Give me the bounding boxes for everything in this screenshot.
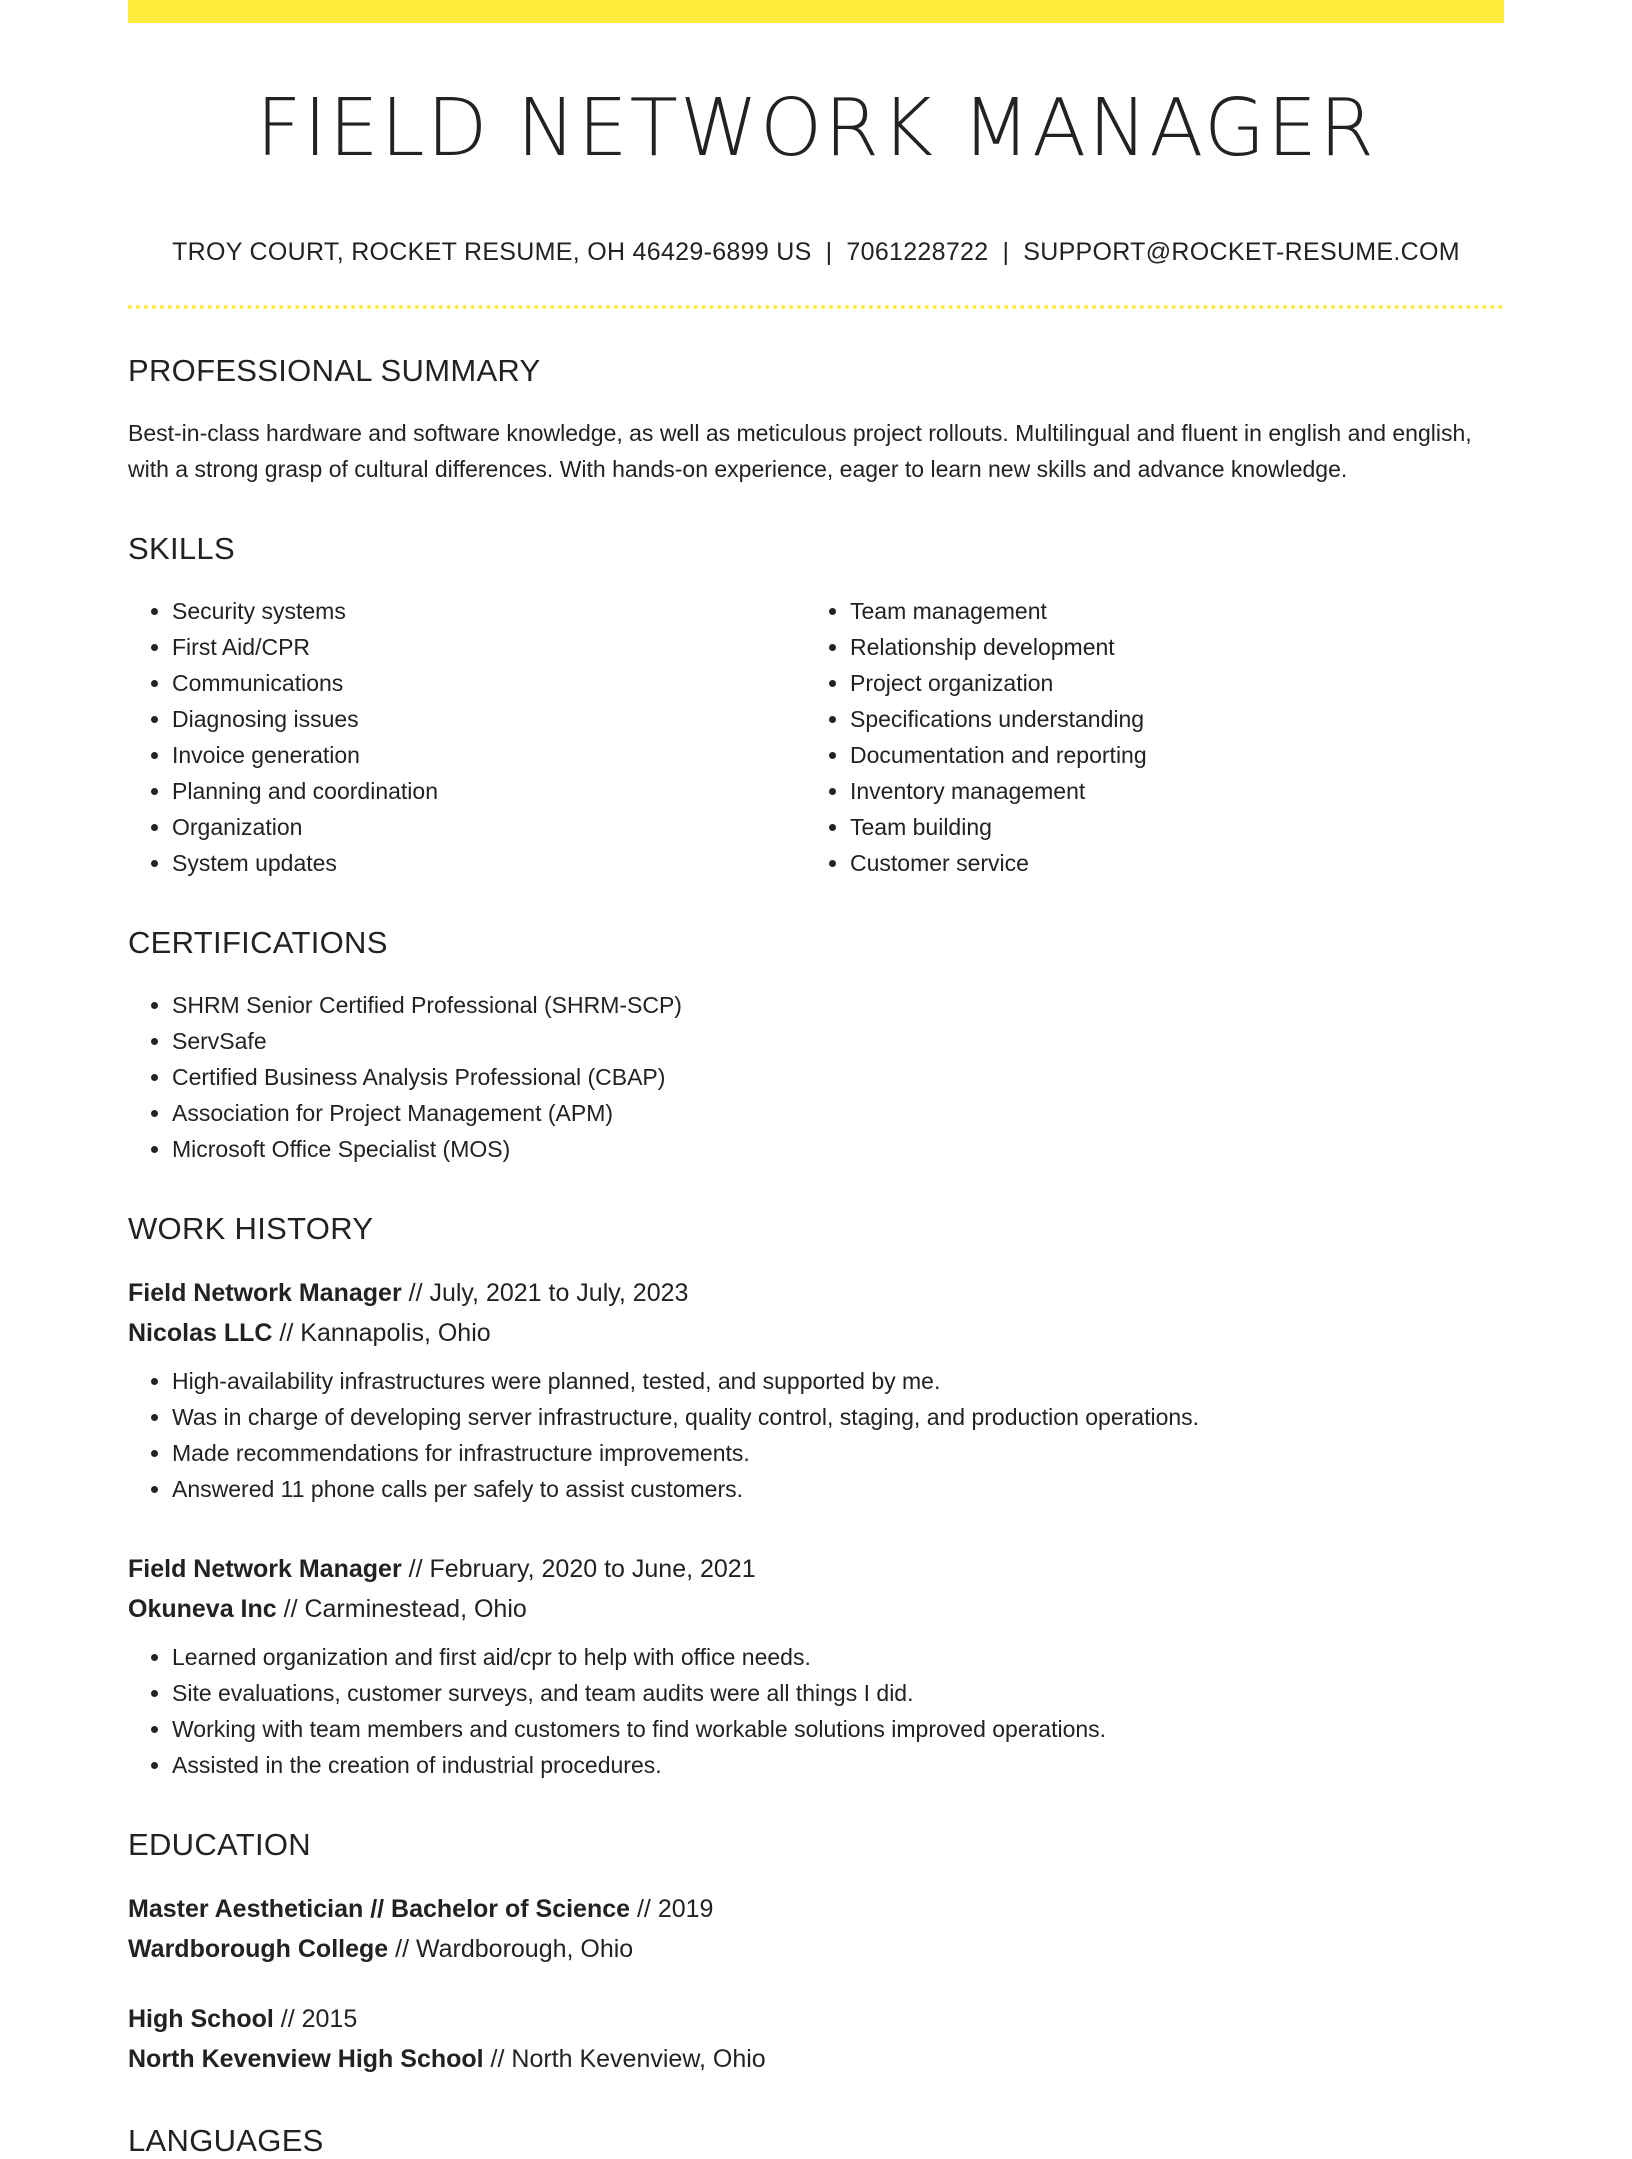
accent-top-bar <box>128 0 1504 23</box>
certification-item: • ServSafe <box>172 1023 1504 1059</box>
job-duty: • Made recommendations for infrastructure improvements. <box>172 1435 1504 1471</box>
skills-section <box>128 531 1504 881</box>
languages-section <box>128 2123 1504 2159</box>
job-company-line <box>128 1313 1504 1353</box>
certifications-list <box>128 987 1504 1167</box>
job-entry <box>128 1273 1504 1507</box>
skills-grid <box>128 593 1504 881</box>
skills-list-left <box>128 593 806 881</box>
skill-item: • Communications <box>172 665 806 701</box>
job-company: Okuneva Inc <box>128 1594 277 1623</box>
skill-item: • Documentation and reporting <box>850 737 1484 773</box>
resume-title: FIELD NETWORK MANAGER <box>256 82 1376 174</box>
skill-item: • Organization <box>172 809 806 845</box>
job-location: // Kannapolis, Ohio <box>272 1318 491 1347</box>
education-heading: EDUCATION <box>128 1826 311 1862</box>
job-title: Field Network Manager <box>128 1278 402 1307</box>
skill-item: • Project organization <box>850 665 1484 701</box>
skill-item: • Specifications understanding <box>850 701 1484 737</box>
school-name: North Kevenview High School <box>128 2044 484 2073</box>
skills-heading: SKILLS <box>128 530 235 566</box>
degree-line <box>128 1889 1504 1929</box>
job-title-line <box>128 1273 1504 1313</box>
dotted-divider <box>128 305 1504 309</box>
school-line <box>128 1929 1504 1969</box>
work-history-heading: WORK HISTORY <box>128 1210 374 1246</box>
contact-separator: | <box>1002 237 1010 266</box>
skills-column-left <box>128 593 806 881</box>
job-title-line <box>128 1549 1504 1589</box>
skill-item: • Relationship development <box>850 629 1484 665</box>
certification-item: • SHRM Senior Certified Professional (SHRM-SCP) <box>172 987 1504 1023</box>
education-entry <box>128 1999 1504 2079</box>
job-title: Field Network Manager <box>128 1554 402 1583</box>
skill-item: • Inventory management <box>850 773 1484 809</box>
skill-item: • Diagnosing issues <box>172 701 806 737</box>
job-dates: // February, 2020 to June, 2021 <box>401 1554 756 1583</box>
certifications-section <box>128 925 1504 1167</box>
degree-name: Master Aesthetician // Bachelor of Science <box>128 1894 631 1923</box>
summary-section <box>128 353 1504 487</box>
skill-item: • Team management <box>850 593 1484 629</box>
job-company-line <box>128 1589 1504 1629</box>
job-duty: • Learned organization and first aid/cpr to help with office needs. <box>172 1639 1504 1675</box>
skill-item: • Planning and coordination <box>172 773 806 809</box>
degree-line <box>128 1999 1504 2039</box>
job-duty: • High-availability infrastructures were planned, tested, and supported by me. <box>172 1363 1504 1399</box>
job-duty: • Working with team members and customers to find workable solutions improved operations. <box>172 1711 1504 1747</box>
graduation-year: // 2019 <box>630 1894 714 1923</box>
certification-item: • Microsoft Office Specialist (MOS) <box>172 1131 1504 1167</box>
job-duty: • Was in charge of developing server infrastructure, quality control, staging, and production operations. <box>172 1399 1504 1435</box>
job-duty: • Answered 11 phone calls per safely to assist customers. <box>172 1471 1504 1507</box>
education-section <box>128 1827 1504 2079</box>
education-entry <box>128 1889 1504 1969</box>
school-location: // Wardborough, Ohio <box>388 1934 634 1963</box>
skill-item: • Security systems <box>172 593 806 629</box>
skills-list-right <box>806 593 1484 881</box>
job-duties-list <box>128 1363 1504 1507</box>
work-history-section <box>128 1211 1504 1783</box>
contact-phone: 7061228722 <box>846 237 989 266</box>
school-name: Wardborough College <box>128 1934 389 1963</box>
contact-email: SUPPORT@ROCKET-RESUME.COM <box>1023 237 1460 266</box>
summary-heading: PROFESSIONAL SUMMARY <box>128 352 541 388</box>
certification-item: • Certified Business Analysis Professional (CBAP) <box>172 1059 1504 1095</box>
degree-name: High School <box>128 2004 274 2033</box>
resume-page <box>128 0 1504 2159</box>
certifications-heading: CERTIFICATIONS <box>128 924 388 960</box>
skill-item: • Team building <box>850 809 1484 845</box>
job-location: // Carminestead, Ohio <box>276 1594 527 1623</box>
contact-separator: | <box>825 237 833 266</box>
skills-column-right <box>806 593 1484 881</box>
languages-heading: LANGUAGES <box>128 2122 324 2158</box>
job-duty: • Assisted in the creation of industrial procedures. <box>172 1747 1504 1783</box>
school-line <box>128 2039 1504 2079</box>
job-duty: • Site evaluations, customer surveys, and team audits were all things I did. <box>172 1675 1504 1711</box>
skill-item: • System updates <box>172 845 806 881</box>
contact-address: TROY COURT, ROCKET RESUME, OH 46429-6899 US <box>172 237 812 266</box>
job-entry <box>128 1549 1504 1783</box>
job-company: Nicolas LLC <box>128 1318 273 1347</box>
certification-item: • Association for Project Management (APM) <box>172 1095 1504 1131</box>
skill-item: • Invoice generation <box>172 737 806 773</box>
graduation-year: // 2015 <box>273 2004 358 2033</box>
contact-line <box>128 238 1504 267</box>
skill-item: • First Aid/CPR <box>172 629 806 665</box>
job-dates: // July, 2021 to July, 2023 <box>401 1278 689 1307</box>
skill-item: • Customer service <box>850 845 1484 881</box>
job-duties-list <box>128 1639 1504 1783</box>
summary-text: Best-in-class hardware and software knowledge, as well as meticulous project rollouts. Multilingual and fluent in english and english, with a strong grasp of cultural differences. With hands-on experience, eager to learn new skills and advance knowledge. <box>128 419 1472 482</box>
school-location: // North Kevenview, Ohio <box>483 2044 766 2073</box>
